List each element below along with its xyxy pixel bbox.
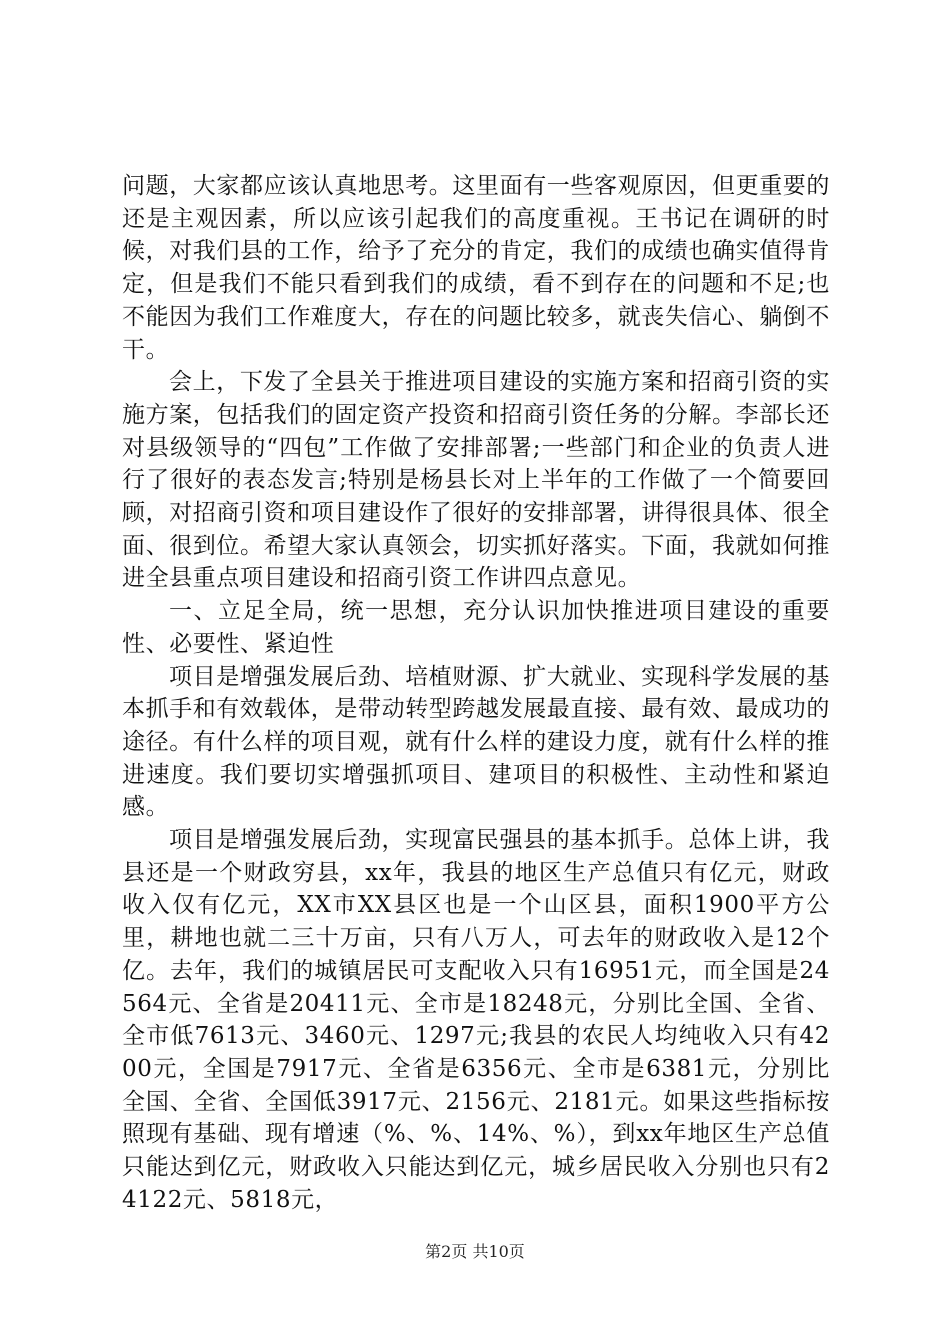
document-body xyxy=(122,170,830,1217)
paragraph-economic-data: 项目是增强发展后劲，实现富民强县的基本抓手。总体上讲，我县还是一个财政穷县，xx年，我县的地区生产总值只有亿元，财政收入仅有亿元，XX市XX县区也是一个山区县，面积1900平方公里，耕地也就二三十万亩，只有八万人，可去年的财政收入是12个亿。去年，我们的城镇居民可支配收入只有16951元，而全国是24564元、全省是20411元、全市是18248元，分别比全国、全省、全市低7613元、3460元、1297元;我县的农民人均纯收入只有4200元，全国是7917元、全省是6356元、全市是6381元，分别比全国、全省、全国低3917元、2156元、2181元。如果这些指标按照现有基础、现有增速（%、%、14%、%），到xx年地区生产总值只能达到亿元，财政收入只能达到亿元，城乡居民收入分别也只有24122元、5818元， xyxy=(122,827,830,1213)
page-number-footer: 第2页 共10页 xyxy=(425,1242,525,1261)
section-heading-one: 一、立足全局，统一思想，充分认识加快推进项目建设的重要性、必要性、紧迫性 xyxy=(122,598,830,657)
paragraph-continuation: 问题，大家都应该认真地思考。这里面有一些客观原因，但更重要的还是主观因素，所以应该引起我们的高度重视。王书记在调研的时候，对我们县的工作，给予了充分的肯定，我们的成绩也确实值得肯定，但是我们不能只看到我们的成绩，看不到存在的问题和不足;也不能因为我们工作难度大，存在的问题比较多，就丧失信心、躺倒不干。 xyxy=(122,173,830,363)
paragraph-project-importance: 项目是增强发展后劲、培植财源、扩大就业、实现科学发展的基本抓手和有效载体，是带动转型跨越发展最直接、最有效、最成功的途径。有什么样的项目观，就有什么样的建设力度，就有什么样的推进速度。我们要切实增强抓项目、建项目的积极性、主动性和紧迫感。 xyxy=(122,663,830,821)
paragraph-meeting-summary: 会上，下发了全县关于推进项目建设的实施方案和招商引资的实施方案，包括我们的固定资产投资和招商引资任务的分解。李部长还对县级领导的“四包”工作做了安排部署;一些部门和企业的负责人进行了很好的表态发言;特别是杨县长对上半年的工作做了一个简要回顾，对招商引资和项目建设作了很好的安排部署，讲得很具体、很全面、很到位。希望大家认真领会，切实抓好落实。下面，我就如何推进全县重点项目建设和招商引资工作讲四点意见。 xyxy=(122,369,830,592)
